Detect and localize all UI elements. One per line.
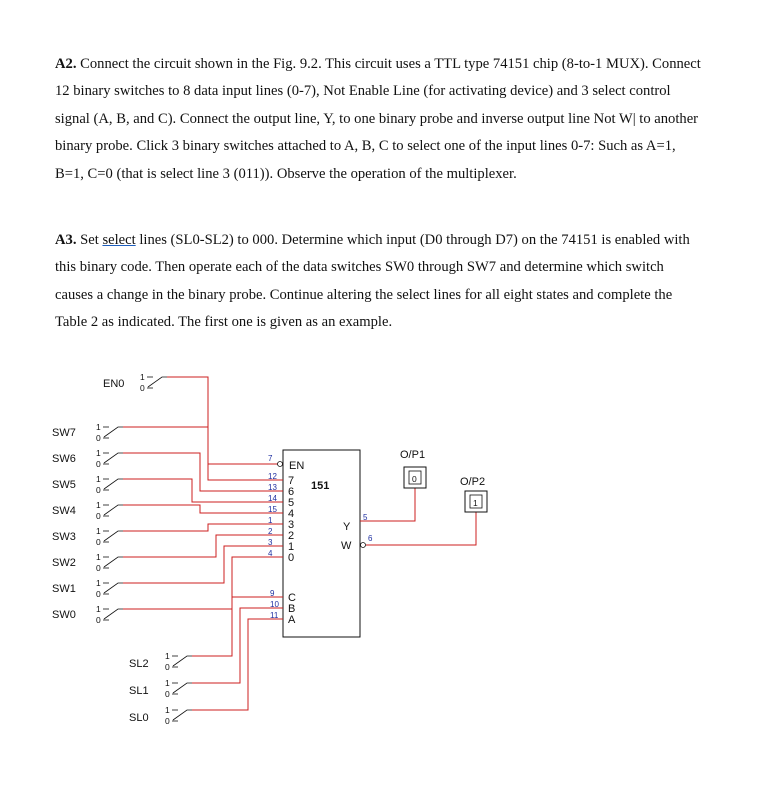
a2-label: A2. [55, 56, 77, 72]
data-switch-sw5-zero: 0 [96, 485, 101, 495]
data-switch-sw6-label: SW6 [52, 453, 76, 465]
data-switch-sw3-zero: 0 [96, 537, 101, 547]
data-switch-sw2-zero: 0 [96, 563, 101, 573]
select-switch-label-sl2: SL2 [129, 658, 149, 670]
data-switch-sw6-lever [104, 453, 123, 463]
data-switch-sw4-one: 1 [96, 500, 101, 510]
select-switch-sl2-one: 1 [165, 651, 170, 661]
select-switch-sl1-zero: 0 [165, 689, 170, 699]
data-switch-sw4-zero: 0 [96, 511, 101, 521]
data-switch-sw1-label: SW1 [52, 583, 76, 595]
data-switch-sw3-label: SW3 [52, 531, 76, 543]
data-switch-sw7-zero: 0 [96, 433, 101, 443]
en-switch-lever [148, 377, 167, 387]
data-switch-sw1-lever [104, 583, 123, 593]
pin-label-d6: 6 [288, 486, 295, 498]
en-pin-number: 7 [268, 454, 273, 463]
select-switch-sl2-zero: 0 [165, 662, 170, 672]
data-switch-sw6-zero: 0 [96, 459, 101, 469]
wire-en [167, 377, 283, 464]
pin-label-d7: 7 [288, 475, 295, 487]
a3-label: A3. [55, 232, 77, 248]
output-w-pin-number: 6 [368, 534, 373, 543]
data-switch-sw0-label: SW0 [52, 609, 76, 621]
data-switch-sw0-one: 1 [96, 604, 101, 614]
a2-text: Connect the circuit shown in the Fig. 9.2. This circuit uses a TTL type 74151 chip (8-to-1 MUX). Connect 12 binary switches to 8 data input lines (0-7), Not Enable Line (for activating device) and 3 select control signal (A, B, and C). Connect the output line, Y, to one binary probe and inverse output line Not W| to another binary probe. Click 3 binary switches attached to A, B, C to select one of the input lines 0-7: Such as A=1, B=1, C=0 (that is select line 3 (011)). Observe the operation of the multiplexer. [55, 56, 701, 182]
data-switch-sw1-one: 1 [96, 578, 101, 588]
chip-name: 151 [311, 480, 330, 492]
en-inversion-bubble [278, 462, 283, 467]
select-switch-sl0-one: 1 [165, 705, 170, 715]
wire-sw4 [123, 505, 283, 513]
pin-number-d6: 13 [268, 483, 277, 492]
pin-number-d5: 14 [268, 494, 277, 503]
pin-label-d5: 5 [288, 497, 295, 509]
wire-sw1 [123, 546, 283, 583]
data-switch-sw3-one: 1 [96, 526, 101, 536]
pin-number-c: 9 [270, 589, 275, 598]
pin-label-d3: 3 [288, 519, 295, 531]
a3-text-post: lines (SL0-SL2) to 000. Determine which input (D0 through D7) on the 74151 is enabled with this binary code. Then operate each of the data switches SW0 through SW7 and determine which switch causes a change in the binary probe. Continue altering the select lines for all eight states and complete the Table 2 as indicated. The first one is given as an example. [55, 232, 690, 331]
pin-label-d4: 4 [288, 508, 295, 520]
select-switch-sl1-one: 1 [165, 678, 170, 688]
pin-label-b: B [288, 603, 296, 615]
select-word: select [102, 232, 136, 248]
output-y-label: Y [343, 521, 351, 533]
data-switch-sw2-one: 1 [96, 552, 101, 562]
data-switch-sw5-lever [104, 479, 123, 489]
a3-text-pre: Set [76, 232, 103, 248]
wire-sw3 [123, 524, 283, 531]
en-switch-label: EN0 [103, 378, 125, 390]
w-inversion-bubble [361, 543, 366, 548]
select-switch-sl1-lever [173, 683, 192, 693]
output-y-pin-number: 5 [363, 513, 368, 522]
select-switch-sl2-lever [173, 656, 192, 666]
enable-pin-label: EN [289, 460, 305, 472]
pin-label-a: A [288, 614, 296, 626]
pin-number-d7: 12 [268, 472, 277, 481]
probe1-label: O/P1 [400, 449, 426, 461]
pin-number-d4: 15 [268, 505, 277, 514]
wire-sl0 [192, 619, 283, 710]
pin-label-d0: 0 [288, 552, 295, 564]
en-switch-one: 1 [140, 372, 145, 382]
wire-output-y [360, 488, 415, 521]
pin-label-d2: 2 [288, 530, 295, 542]
pin-number-d3: 1 [268, 516, 273, 525]
data-switch-sw5-one: 1 [96, 474, 101, 484]
select-switch-sl0-zero: 0 [165, 716, 170, 726]
data-switch-sw2-lever [104, 557, 123, 567]
pin-label-c: C [288, 592, 296, 604]
pin-label-d1: 1 [288, 541, 295, 553]
data-switch-sw1-zero: 0 [96, 589, 101, 599]
data-switch-sw0-lever [104, 609, 123, 619]
data-switch-sw6-one: 1 [96, 448, 101, 458]
data-switch-sw7-one: 1 [96, 422, 101, 432]
probe2-label: O/P2 [460, 476, 486, 488]
data-switch-sw4-lever [104, 505, 123, 515]
select-switch-label-sl1: SL1 [129, 685, 149, 697]
data-switch-sw0-zero: 0 [96, 615, 101, 625]
pin-number-d2: 2 [268, 527, 273, 536]
output-w-label: W [341, 540, 352, 552]
wire-output-w [366, 512, 476, 545]
probe1-value: 0 [412, 474, 417, 484]
select-switch-label-sl0: SL0 [129, 712, 149, 724]
pin-number-b: 10 [270, 600, 279, 609]
data-switch-sw7-lever [104, 427, 123, 437]
pin-number-d1: 3 [268, 538, 273, 547]
data-switch-sw7-label: SW7 [52, 427, 76, 439]
pin-number-a: 11 [270, 611, 279, 620]
select-switch-sl0-lever [173, 710, 192, 720]
data-switch-sw5-label: SW5 [52, 479, 76, 491]
en-switch-zero: 0 [140, 383, 145, 393]
pin-number-d0: 4 [268, 549, 273, 558]
data-switch-sw2-label: SW2 [52, 557, 76, 569]
data-switch-sw4-label: SW4 [52, 505, 76, 517]
data-switch-sw3-lever [104, 531, 123, 541]
wire-sw6 [123, 453, 283, 491]
probe2-value: 1 [473, 498, 478, 508]
